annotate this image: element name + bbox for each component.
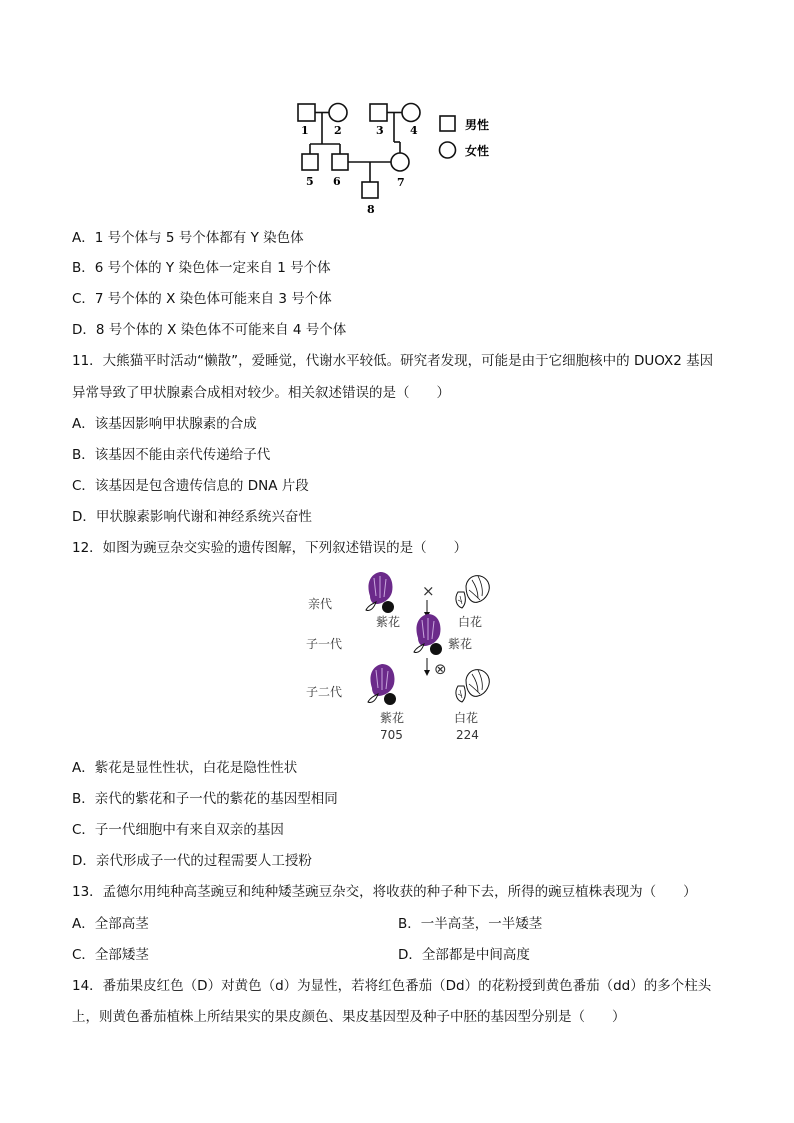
pedigree-male-5 (302, 154, 318, 170)
self-symbol: ⊗ (434, 660, 447, 678)
q10-option-a: A．1 号个体与 5 号个体都有 Y 染色体 (72, 230, 304, 246)
pedigree-male-3 (370, 104, 387, 121)
q10-option-c: C．7 号个体的 X 染色体可能来自 3 号个体 (72, 291, 332, 307)
pedigree-female-7 (391, 153, 409, 171)
q14-stem-line2: 上，则黄色番茄植株上所结果实的果皮颜色、果皮基因型及种子中胚的基因型分别是（ ） (72, 1009, 626, 1025)
f2-white-flower-icon (456, 670, 489, 702)
generation-f2-label: 子二代 (306, 685, 343, 699)
parent-white-flower-icon (456, 576, 489, 608)
pedigree-number-5: 5 (306, 175, 314, 188)
q14-stem-line1: 14．番茄果皮红色（D）对黄色（d）为显性，若将红色番茄（Dd）的花粉授到黄色番茄（dd）的多个柱头 (72, 978, 712, 994)
pea-cross-diagram (300, 568, 510, 746)
q13-option-a: A．全部高茎 (72, 916, 149, 932)
pedigree-number-8: 8 (367, 203, 375, 216)
pedigree-male-1 (298, 104, 315, 121)
f2-purple-count: 705 (380, 728, 403, 742)
q10-option-b: B．6 号个体的 Y 染色体一定来自 1 号个体 (72, 260, 331, 276)
q13-option-c: C．全部矮茎 (72, 947, 149, 963)
pedigree-number-3: 3 (376, 124, 384, 137)
pedigree-male-8 (362, 182, 378, 198)
parent-purple-label: 紫花 (376, 615, 401, 629)
q12-option-b: B．亲代的紫花和子一代的紫花的基因型相同 (72, 791, 338, 807)
q11-stem-line1: 11．大熊猫平时活动“懒散”，爱睡觉，代谢水平较低。研究者发现，可能是由于它细胞核中的 DUOX2 基因 (72, 353, 714, 369)
f2-purple-flower-icon (368, 664, 396, 705)
pedigree-female-4 (402, 104, 420, 122)
q13-option-d: D．全部都是中间高度 (398, 947, 530, 963)
pedigree-number-1: 1 (301, 124, 309, 137)
q10-option-d: D．8 号个体的 X 染色体不可能来自 4 号个体 (72, 322, 347, 338)
q12-option-c: C．子一代细胞中有来自双亲的基因 (72, 822, 284, 838)
parent-purple-flower-icon (366, 572, 394, 613)
q11-stem-line2: 异常导致了甲状腺素合成相对较少。相关叙述错误的是（ ） (72, 385, 450, 401)
q12-option-a: A．紫花是显性性状，白花是隐性性状 (72, 760, 298, 776)
q11-option-d: D．甲状腺素影响代谢和神经系统兴奋性 (72, 509, 312, 525)
q13-option-b: B．一半高茎，一半矮茎 (398, 916, 543, 932)
pedigree-number-7: 7 (397, 176, 405, 189)
f1-purple-flower-icon (414, 614, 442, 655)
legend-female-label: 女性 (465, 144, 490, 158)
legend-male-label: 男性 (465, 118, 490, 132)
f2-purple-label: 紫花 (380, 711, 405, 725)
q11-option-c: C．该基因是包含遗传信息的 DNA 片段 (72, 478, 309, 494)
q11-option-a: A．该基因影响甲状腺素的合成 (72, 416, 257, 432)
q12-option-d: D．亲代形成子一代的过程需要人工授粉 (72, 853, 312, 869)
parent-white-label: 白花 (458, 615, 483, 629)
q11-option-b: B．该基因不能由亲代传递给子代 (72, 447, 271, 463)
pedigree-male-6 (332, 154, 348, 170)
generation-f1-label: 子一代 (306, 637, 343, 651)
q12-stem: 12．如图为豌豆杂交实验的遗传图解，下列叙述错误的是（ ） (72, 540, 468, 556)
f2-white-count: 224 (456, 728, 479, 742)
generation-parent-label: 亲代 (308, 597, 333, 611)
f2-white-label: 白花 (454, 711, 479, 725)
pedigree-female-2 (329, 104, 347, 122)
pedigree-number-6: 6 (333, 175, 341, 188)
q13-stem: 13．孟德尔用纯种高茎豌豆和纯种矮茎豌豆杂交，将收获的种子种下去，所得的豌豆植株表现为（ ） (72, 884, 697, 900)
pedigree-number-4: 4 (410, 124, 418, 137)
f1-purple-label: 紫花 (448, 637, 473, 651)
cross-symbol: × (422, 582, 435, 600)
pedigree-diagram (290, 96, 510, 220)
pedigree-number-2: 2 (334, 124, 342, 137)
